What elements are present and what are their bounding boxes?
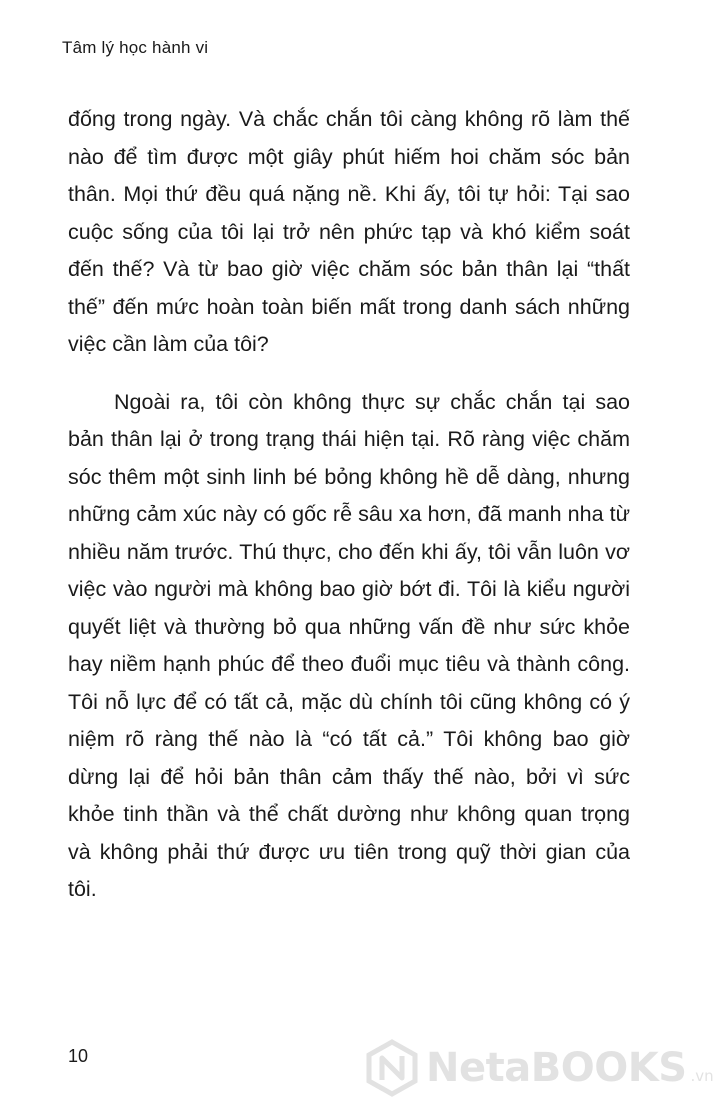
- watermark: [366, 1040, 714, 1096]
- watermark-suffix: .vn: [690, 1067, 714, 1085]
- page-number: 10: [68, 1046, 89, 1066]
- paragraph-1: đống trong ngày. Và chắc chắn tôi càng không rõ làm thế nào để tìm được một giây phút hiếm hoi chăm sóc bản thân. Mọi thứ đều quá nặng nề. Khi ấy, tôi tự hỏi: Tại sao cuộc sống của tôi lại trở nên phức tạp và khó kiểm soát đến thế? Và từ bao giờ việc chăm sóc bản thân lại “thất thế” đến mức hoàn toàn biến mất trong danh sách những việc cần làm của tôi?: [68, 107, 630, 356]
- running-head-title: Tâm lý học hành vi: [62, 38, 209, 57]
- page-body: [68, 101, 630, 909]
- paragraph-2: Ngoài ra, tôi còn không thực sự chắc chắn tại sao bản thân lại ở trong trạng thái hiện tại. Rõ ràng việc chăm sóc thêm một sinh linh bé bỏng không hề dễ dàng, nhưng những cảm xúc này có gốc rễ sâu xa hơn, đã manh nha từ nhiều năm trước. Thú thực, cho đến khi ấy, tôi vẫn luôn vơ việc vào người mà không bao giờ bớt đi. Tôi là kiểu người quyết liệt và thường bỏ qua những vấn đề như sức khỏe hay niềm hạnh phúc để theo đuổi mục tiêu và thành công. Tôi nỗ lực để có tất cả, mặc dù chính tôi cũng không có ý niệm rõ ràng thế nào là “có tất cả.” Tôi không bao giờ dừng lại để hỏi bản thân cảm thấy thế nào, bởi vì sức khỏe tinh thần và thể chất dường như không quan trọng và không phải thứ được ưu tiên trong quỹ thời gian của tôi.: [68, 389, 630, 901]
- netabooks-logo-icon: [366, 1040, 418, 1096]
- watermark-brand: NetaBOOKS: [426, 1045, 687, 1091]
